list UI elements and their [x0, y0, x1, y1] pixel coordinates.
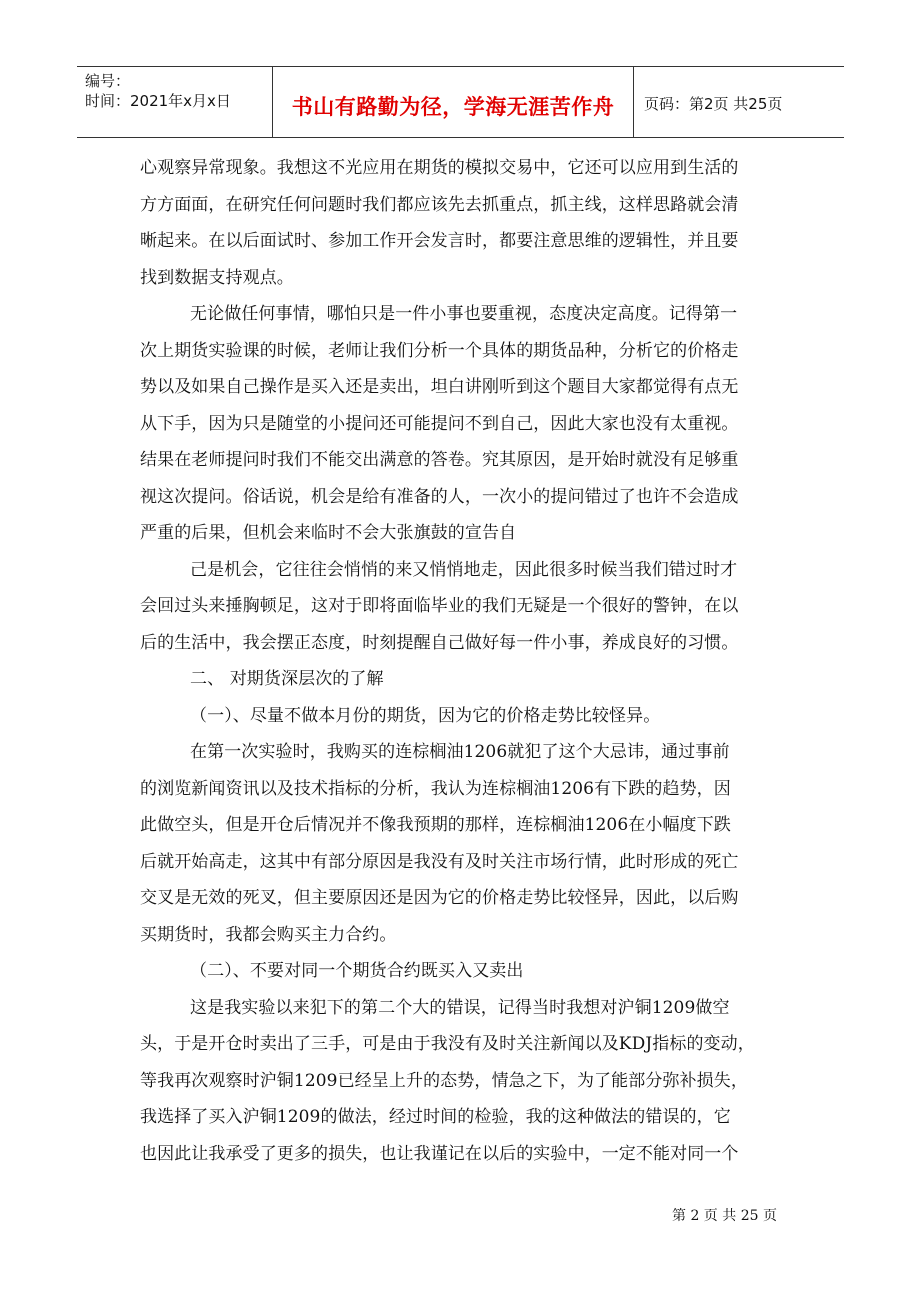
text-line: 晰起来。在以后面试时、参加工作开会发言时，都要注意思维的逻辑性，并且要 [140, 231, 739, 251]
text-line: 后的生活中，我会摆正态度，时刻提醒自己做好每一件小事，养成良好的习惯。 [140, 632, 739, 653]
document-body [140, 150, 780, 1172]
text-line: 后就开始高走，这其中有部分原因是我没有及时关注市场行情，此时形成的死亡 [140, 851, 739, 872]
section-heading: 二、 对期货深层次的了解 [190, 669, 384, 689]
header-table [77, 66, 844, 138]
text-line: 的浏览新闻资讯以及技术指标的分析，我认为连棕榈油1206有下跌的趋势，因 [140, 778, 731, 799]
text-line: 次上期货实验课的时候，老师让我们分析一个具体的期货品种，分析它的价格走 [140, 340, 739, 361]
text-line: 严重的后果，但机会来临时不会大张旗鼓的宣告自 [140, 523, 517, 543]
text-line: 此做空头，但是开仓后情况并不像我预期的那样，连棕榈油1206在小幅度下跌 [140, 815, 731, 835]
text-line: 心观察异常现象。我想这不光应用在期货的模拟交易中，它还可以应用到生活的 [140, 158, 739, 178]
text-line: 方方面面，在研究任何问题时我们都应该先去抓重点，抓主线，这样思路就会清 [140, 194, 739, 215]
text-line: 从下手，因为只是随堂的小提问还可能提问不到自己，因此大家也没有太重视。 [140, 413, 739, 434]
text-line: 买期货时，我都会购买主力合约。 [140, 924, 397, 945]
text-line: 己是机会，它往往会悄悄的来又悄悄地走，因此很多时候当我们错过时才 [190, 559, 738, 580]
text-line: 结果在老师提问时我们不能交出满意的答卷。究其原因，是开始时就没有足够重 [140, 450, 739, 470]
text-line: 头，于是开仓时卖出了三手，可是由于我没有及时关注新闻以及KDJ指标的变动， [140, 1034, 755, 1054]
motto-text: 书山有路勤为径，学海无涯苦作舟 [291, 95, 615, 119]
header-motto-cell [273, 67, 634, 137]
code-label: 编号： [85, 72, 131, 90]
text-line: 会回过头来捶胸顿足，这对于即将面临毕业的我们无疑是一个很好的警钟，在以 [140, 596, 739, 616]
text-line: 这是我实验以来犯下的第二个大的错误，记得当时我想对沪铜1209做空 [190, 997, 730, 1018]
text-line: 等我再次观察时沪铜1209已经呈上升的态势，情急之下，为了能部分弥补损失， [140, 1070, 748, 1091]
subsection-heading: （二）、不要对同一个期货合约既买入又卖出 [190, 961, 524, 981]
header-meta-cell [77, 67, 273, 137]
subsection-heading: （一）、尽量不做本月份的期货，因为它的价格走势比较怪异。 [190, 705, 661, 726]
text-line: 交叉是无效的死叉，但主要原因还是因为它的价格走势比较怪异，因此，以后购 [140, 888, 739, 908]
text-line: 我选择了买入沪铜1209的做法，经过时间的检验，我的这种做法的错误的，它 [140, 1107, 731, 1127]
page-footer: 第 2 页 共 25 页 [672, 1208, 777, 1224]
text-line: 也因此让我承受了更多的损失，也让我谨记在以后的实验中，一定不能对同一个 [140, 1143, 739, 1164]
text-line: 无论做任何事情，哪怕只是一件小事也要重视，态度决定高度。记得第一 [190, 304, 738, 324]
text-line: 找到数据支持观点。 [140, 267, 294, 288]
time-label: 时间：2021年x月x日 [85, 92, 231, 110]
text-line: 势以及如果自己操作是买入还是卖出，坦白讲刚听到这个题目大家都觉得有点无 [140, 377, 739, 397]
page-label: 页码：第2页 共25页 [644, 95, 783, 113]
header-page-cell [634, 67, 844, 137]
text-line: 在第一次实验时，我购买的连棕榈油1206就犯了这个大忌讳，通过事前 [190, 742, 730, 762]
text-line: 视这次提问。俗话说，机会是给有准备的人，一次小的提问错过了也许不会造成 [140, 486, 739, 507]
